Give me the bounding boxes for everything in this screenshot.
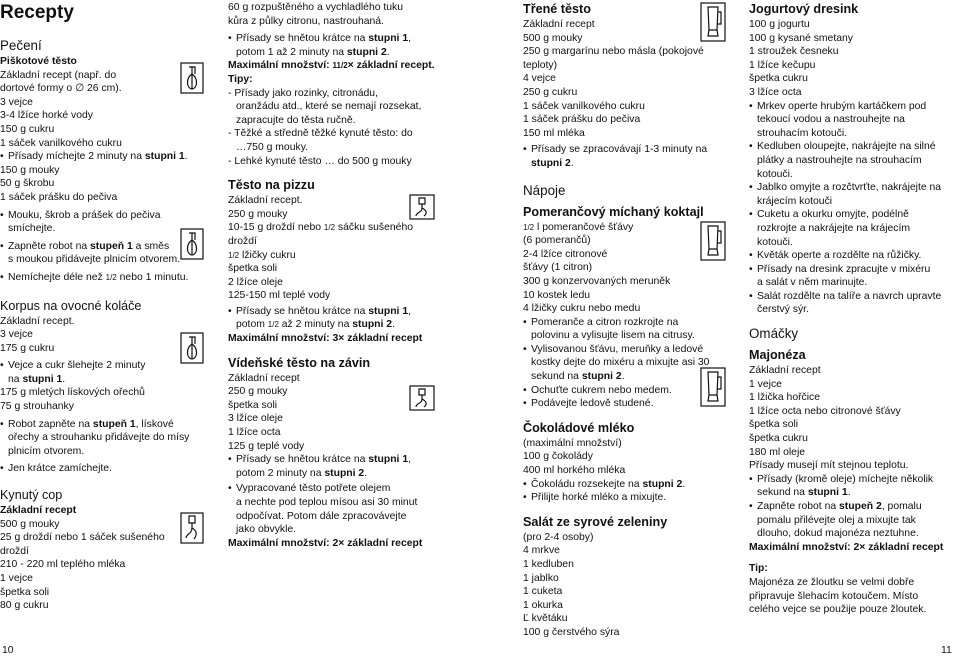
instruction-step: • Přísady se hnětou krátce na stupni 1, [228,453,468,467]
instruction-step-cont: čerstvý sýr. [757,304,809,316]
ingredient-line: 1 okurka [523,599,563,611]
recipe-title-orange-shake: Pomerančový míchaný koktajl [523,204,704,219]
instruction-step-cont: ořechy a strouhanku přidávejte do mísy [8,432,190,444]
instruction-step-cont: krájecím kotouči [757,195,833,207]
ingredient-line: špetka cukru [749,433,808,445]
dough-hook-icon [180,512,204,544]
instruction-step-cont: kostky dejte do mixéru a mixujte asi 30 [531,357,710,369]
tip-line: celého vejce se použije pouze žloutek. [749,604,927,616]
ingredient-line: Základní recept (např. do [0,69,117,81]
recipe-title-fruit-base: Korpus na ovocné koláče [0,298,142,313]
instruction-step: • Přísady se zpracovávají 1-3 minuty na [523,143,743,157]
ingredient-line: 180 ml oleje [749,446,806,458]
tip-line: zapracujte do těsta ručně. [236,114,356,126]
instruction-step: • Mouku, škrob a prášek do pečiva [0,209,212,223]
ingredient-line: 150 g cukru [0,123,55,135]
section-title-sauces: Omáčky [749,326,799,342]
recipe-title-pizza: Těsto na pizzu [228,178,315,193]
instruction-step-cont: kotouči. [757,168,793,180]
ingredient-line: špetka soli [228,399,278,411]
instruction-step-cont: kotouči. [757,236,793,248]
whisk-attachment-icon [180,228,204,260]
instruction-step-cont: s moukou přidávejte plnicím otvorem. [8,254,181,266]
instruction-step: • Ochuťte cukrem nebo medem. [523,384,743,398]
section-title-baking: Pečení [0,38,42,53]
ingredient-line: 3 lžíce octa [749,86,802,98]
dough-hook-icon [409,194,435,220]
instruction-step: • Salát rozdělte na talíře a navrch upravte [749,290,957,304]
ingredient-line: 4 vejce [523,73,556,85]
instruction-step: • Cuketu a okurku omyjte, podélně [749,208,957,222]
instruction-step-cont: potom 2 minuty na stupni 2. [236,467,368,479]
blender-jar-icon [700,221,726,261]
ingredient-line: 50 g škrobu [0,178,55,190]
ingredient-line: 100 g čerstvého sýra [523,626,620,638]
tip-line: - Přísady jako rozinky, citronádu, [228,87,378,99]
ingredient-line: 1 sáček prášku do pečiva [0,191,118,203]
ingredient-line: 100 g čokolády [523,451,593,463]
instruction-step: • Robot zapněte na stupeň 1, lískové [0,418,212,432]
column-2 [228,0,468,550]
instruction-step: • Vejce a cukr šlehejte 2 minuty [0,359,212,373]
ingredient-line: 60 g rozpuštěného a vychladlého tuku [228,2,404,13]
instruction-step: • Kedluben oloupejte, nakrájejte na silné [749,140,957,154]
ingredient-line: 1 lžička hořčice [749,392,821,404]
max-quantity: Maximální množství: 2× základní recept [749,541,944,553]
ingredient-line: 1 kedluben [523,559,574,570]
ingredient-line: 125-150 ml teplé vody [228,290,331,302]
instruction-step: • Podávejte ledově studené. [523,397,743,411]
ingredient-line: 10 kostek ledu [523,289,591,301]
instruction-step-cont: rozkrojte a nakrájejte na krájecím [757,222,911,234]
instruction-step-cont: tekoucí vodou a nastrouhejte na [757,114,905,126]
ingredient-line: 2 lžíce oleje [228,276,283,288]
instruction-step-cont: na stupni 1. [8,373,66,385]
ingredient-line: 3 vejce [0,329,33,341]
ingredient-line: 1 cuketa [523,586,563,598]
whisk-attachment-icon [180,332,204,364]
ingredient-line: 4 lžičky cukru nebo medu [523,303,641,315]
ingredient-line: 300 g konzervovaných meruněk [523,275,671,287]
ingredient-line: 250 g mouky [228,208,288,220]
page-number-right: 11 [941,645,952,656]
dough-hook-icon [409,385,435,411]
ingredient-line: 100 g kysané smetany [749,32,853,44]
ingredient-line: (maximální množství) [523,437,622,449]
ingredient-line: 3 lžíce oleje [228,413,283,425]
instruction-step-cont: plnicím otvorem. [8,445,85,457]
ingredient-line: 1/2 lžičky cukru [228,249,296,261]
recipe-subtitle: Základní recept [0,505,77,517]
instruction-step-cont: potom 1 až 2 minuty na stupni 2. [236,46,390,58]
ingredient-line: 2-4 lžíce citronové [523,248,608,260]
recipe-title-strudel: Vídeňské těsto na závin [228,355,371,370]
tips-label: Tip: [749,563,768,575]
tip-line: oranžádu atd., které se nemají rozsekat, [236,101,422,113]
blender-jar-icon [700,367,726,407]
ingredient-line: 250 g mouky [228,386,288,398]
tip-line: - Těžké a středně těžké kynuté těsto: do [228,128,413,140]
ingredient-line: 175 g cukru [0,342,55,354]
recipe-title-yogurt-dressing: Jogurtový dresink [749,2,859,16]
ingredient-line: 250 g margarínu nebo másla (pokojové [523,46,704,58]
ingredient-line: Základní recept [523,19,595,30]
ingredient-line: 1 lžíce octa [228,427,281,439]
ingredient-line: 1 vejce [749,378,782,390]
max-quantity: Maximální množství: 3× základní recept [228,333,423,345]
page-number-left: 10 [2,645,14,656]
instruction-step: • Pomeranče a citron rozkrojte na [523,316,743,330]
tip-line: …750 g mouky. [236,141,308,153]
ingredient-line: Základní recept [749,365,821,377]
instruction-step-cont: polovinu a vylisujte lisem na citrusy. [531,330,695,342]
ingredient-line: Ľ květáku [523,613,568,625]
ingredient-line: 1 stroužek česneku [749,46,839,58]
ingredient-line: 1 sáček vanilkového cukru [523,100,645,112]
ingredient-line: droždí [228,235,257,247]
ingredient-line: Základní recept. [0,315,75,327]
instruction-step: • Přísady na dresink zpracujte v mixéru [749,263,957,277]
whisk-attachment-icon [180,62,204,94]
recipe-title-raw-salad: Salát ze syrové zeleniny [523,514,668,529]
instruction-step: • Přísady se hnětou krátce na stupni 1, [228,305,468,319]
instruction-step: • Zapněte robot na stupeň 2, pomalu [749,500,957,514]
instruction-step: • Nemíchejte déle než 1/2 nebo 1 minutu. [0,271,212,285]
ingredient-line: 1 sáček prášku do pečiva [523,114,641,126]
ingredient-line: 1 vejce [0,573,33,584]
ingredient-line: 250 g cukru [523,86,578,98]
ingredient-line: 1 lžíce kečupu [749,59,816,71]
ingredient-line: 1/2 l pomerančové šťávy [523,221,634,233]
tip-line: připravuje šlehacím kotoučem. Místo [749,590,919,602]
ingredient-line: 175 g mletých lískových ořechů [0,387,145,399]
recipe-title-braid: Kynutý cop [0,488,63,503]
ingredient-line: 1 jablko [523,572,559,584]
recipe-title-chocolate-milk: Čokoládové mléko [523,420,635,435]
instruction-step-cont: dlouho, dokud majonéza neztuhne. [757,528,919,540]
ingredient-line: špetka soli [749,419,799,431]
instruction-step: • Přilijte horké mléko a mixujte. [523,491,743,505]
page-title: Recepty [0,2,74,23]
ingredient-line: Přísady musejí mít stejnou teplotu. [749,460,909,472]
ingredient-line: 100 g jogurtu [749,19,810,30]
ingredient-line: Základní recept [228,372,300,384]
max-quantity: Maximální množství: 2× základní recept [228,537,423,549]
instruction-step-cont: plátky a nastrouhejte na strouhacím [757,154,922,166]
tip-line: - Lehké kynuté těsto … do 500 g mouky [228,155,412,167]
section-title-drinks: Nápoje [523,182,566,198]
ingredient-line: 4 mrkve [523,545,560,557]
tips-label: Tipy: [228,73,253,85]
instruction-step-cont: pomalu přilévejte olej a mixujte tak [757,514,916,526]
ingredient-line: špetka soli [0,586,50,598]
ingredient-line: 500 g mouky [523,32,583,44]
instruction-step-cont: stupni 2. [531,157,574,169]
instruction-step: • Vypracované těsto potřete olejem [228,482,468,496]
ingredient-line: 3-4 lžíce horké vody [0,110,93,122]
instruction-step: • Jen krátce zamíchejte. [0,462,212,476]
instruction-step-cont: sekund na stupni 1. [757,487,851,499]
ingredient-line: droždí [0,545,29,557]
recipe-title-sponge: Piškotové těsto [0,56,77,67]
recipe-title-mayonnaise: Majonéza [749,348,806,363]
instruction-step-cont: potom 1/2 až 2 minuty na stupni 2. [236,319,395,331]
blender-jar-icon [700,2,726,42]
instruction-step: • Čokoládu rozsekejte na stupni 2. [523,478,743,492]
ingredient-line: (pro 2-4 osoby) [523,531,594,543]
ingredient-line: 3 vejce [0,96,33,108]
ingredient-line: 10-15 g droždí nebo 1/2 sáčku sušeného [228,222,414,234]
ingredient-line: 75 g strouhanky [0,401,74,413]
max-quantity: Maximální množství: 11/2× základní recept. [228,60,435,72]
instruction-step: • Přísady se hnětou krátce na stupni 1, [228,32,468,46]
instruction-step: • Mrkev operte hrubým kartáčkem pod [749,100,957,114]
column-4 [749,0,957,617]
ingredient-line: Základní recept. [228,195,303,207]
ingredient-line: 150 g mouky [0,164,60,176]
instruction-step-cont: sekund na stupni 2. [531,371,625,383]
ingredient-line: špetka soli [228,263,278,275]
recipe-title-cream-batter: Třené těsto [523,2,591,16]
instruction-step: • Zapněte robot na stupeň 1 a směs [0,240,212,254]
instruction-step: • Přísady (kromě oleje) míchejte několik [749,473,957,487]
ingredient-line: 80 g cukru [0,600,49,612]
ingredient-line: (6 pomerančů) [523,235,591,247]
instruction-step-cont: a salát v něm marinujte. [757,277,868,289]
ingredient-line: kůra z půlky citronu, nastrouhaná. [228,15,384,27]
ingredient-line: 125 g teplé vody [228,440,305,452]
ingredient-line: 210 - 220 ml teplého mléka [0,559,126,571]
ingredient-line: šťávy (1 citron) [523,262,593,274]
instruction-step: • Vylisovanou šťávu, meruňky a ledové [523,343,743,357]
instruction-step: • Jablko omyjte a rozčtvrťte, nakrájejte na [749,181,957,195]
column-3 [523,0,743,640]
ingredient-line: 400 ml horkého mléka [523,465,626,477]
instruction-step: • Přísady míchejte 2 minuty na stupni 1. [0,150,212,164]
instruction-step-cont: a nechte pod teplou mísou asi 30 minut [236,497,418,508]
tip-line: Majonéza ze žloutku se velmi dobře [749,576,915,588]
ingredient-line: teploty) [523,59,558,71]
instruction-step-cont: smíchejte. [8,223,56,235]
instruction-step-cont: jako obvykle. [236,524,297,536]
ingredient-line: 25 g droždí nebo 1 sáček sušeného [0,532,165,544]
ingredient-line: 1 lžíce octa nebo citronové šťávy [749,405,901,417]
instruction-step-cont: odpočívat. Potom dále zpracovávejte [236,510,407,522]
ingredient-line: 150 ml mléka [523,127,585,139]
ingredient-line: 500 g mouky [0,518,60,530]
ingredient-line: dortové formy o ∅ 26 cm). [0,83,122,95]
ingredient-line: 1 sáček vanilkového cukru [0,137,122,149]
instruction-step-cont: strouhacím kotouči. [757,127,848,139]
ingredient-line: špetka cukru [749,73,808,85]
instruction-step: • Květák operte a rozdělte na růžičky. [749,249,957,263]
